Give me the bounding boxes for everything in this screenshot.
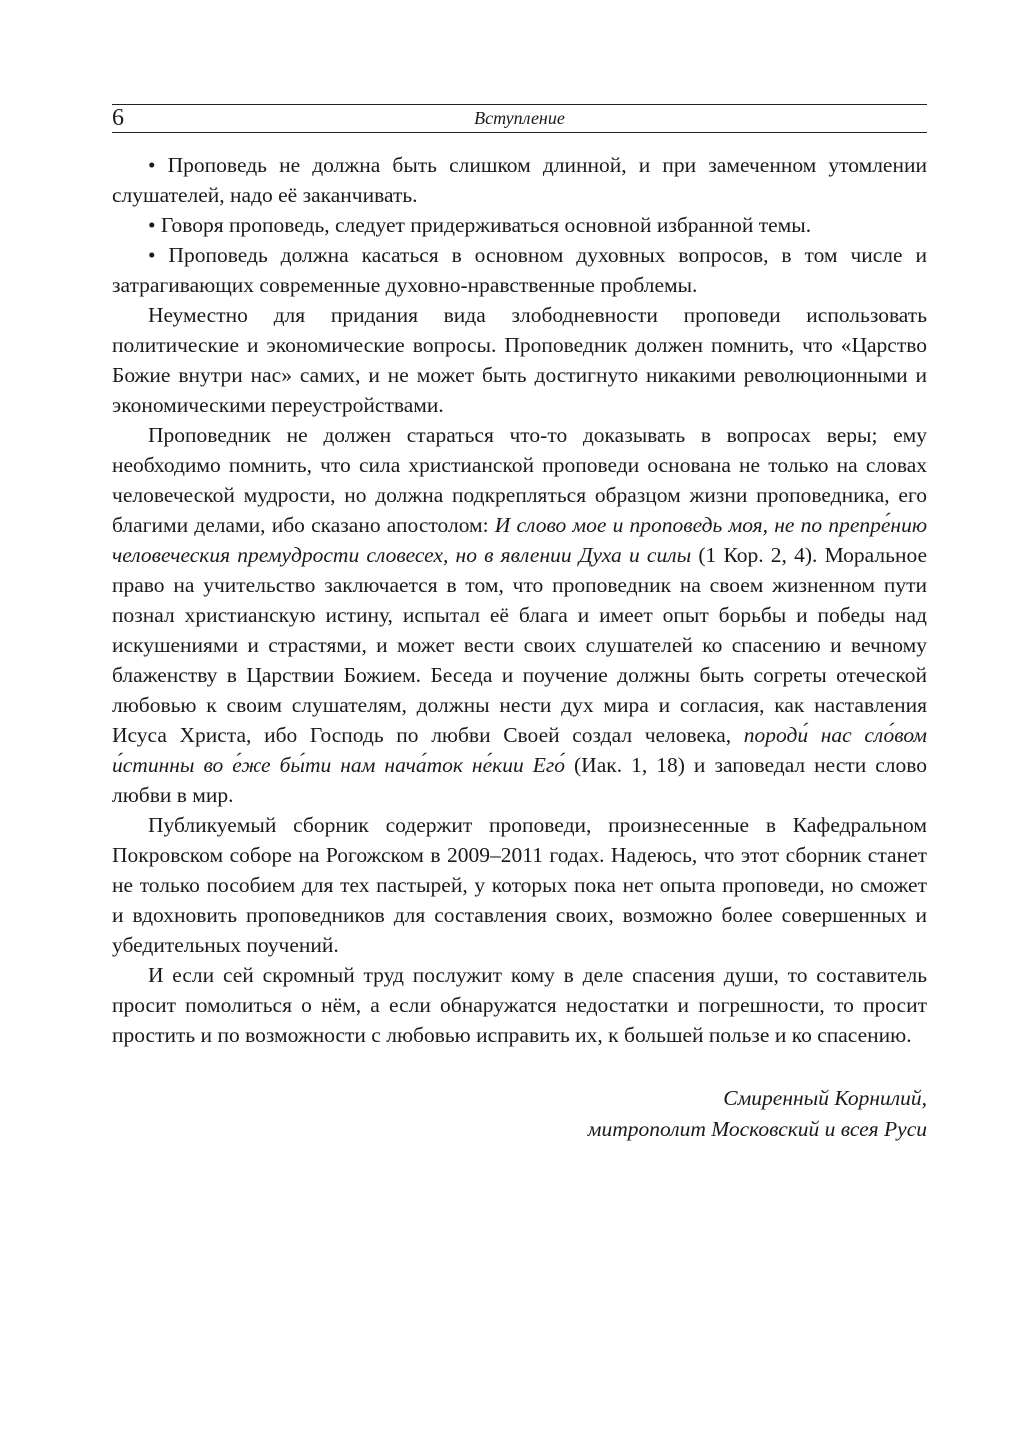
paragraph: И если сей скромный труд послужит кому в деле спасения души, то составитель просит помолиться о нём, а если обнаружатся недостатки и погрешности, то просит простить и по возможности с любовью исправить их, к большей пользе и ко спасению. [112,963,927,1047]
paragraph-text: (Иак. 1, 18) и заповедал нести слово любви в мир. [112,753,928,807]
signature [112,1083,927,1145]
signature-name: Смиренный Корнилий, [723,1086,927,1110]
paragraph: Публикуемый сборник содержит проповеди, произнесенные в Кафедральном Покровском соборе на Рогожском в 2009–2011 годах. Надеюсь, что этот сборник станет не только пособием для тех пастырей, у которых пока нет опыта проповеди, но сможет и вдохновить проповедников для составления своих, возможно более совершенных и убедительных поучений. [112,813,927,957]
signature-title: митрополит Московский и всея Руси [587,1117,927,1141]
scripture-quote: И слово мое и проповедь моя, не по препре́нию человеческия премудрости словесех, но в явлении Духа и силы [112,513,927,567]
paragraph: Неуместно для придания вида злободневности проповеди использовать политические и экономические вопросы. Проповедник должен помнить, что «Царство Божие внутри нас» самих, и не может быть достигнуто никакими революционными и экономическими переустройствами. [112,303,927,417]
paragraph [112,420,927,810]
paragraph-text: Проповедник не должен стараться что-то доказывать в вопросах веры; ему необходимо помнить, что сила христианской проповеди основана не только на словах человеческой мудрости, но должна подкрепляться образцом жизни проповедника, его благими делами, ибо сказано апостолом: [112,423,927,537]
section-title: Вступление [474,108,565,128]
bullet-item: • Говоря проповедь, следует придерживаться основной избранной темы. [148,213,812,237]
bullet-item: • Проповедь должна касаться в основном духовных вопросов, в том числе и затрагивающих современные духовно-нравственные проблемы. [112,243,927,297]
paragraph-text: (1 Кор. 2, 4). Моральное право на учительство заключается в том, что проповедник на своем жизненном пути познал христианскую истину, испытал её блага и имеет опыт борьбы и победы над искушениями и страстями, и может вести своих слушателей ко спасению и вечному блаженству в Царствии Божием. Беседа и поучение должны быть согреты отеческой любовью к своим слушателям, должны нести дух мира и согласия, как наставления Исуса Христа, ибо Господь по любви Своей создал человека, [112,543,928,747]
running-header [112,104,927,133]
book-page [112,104,927,1145]
bullet-item: • Проповедь не должна быть слишком длинной, и при замеченном утомлении слушателей, надо её заканчивать. [112,153,927,207]
body-text [112,150,927,1050]
scripture-quote: породи́ нас сло́вом и́стинны во е́же бы́ти нам нача́ток не́кии Его́ [112,723,927,777]
page-number: 6 [112,105,124,131]
